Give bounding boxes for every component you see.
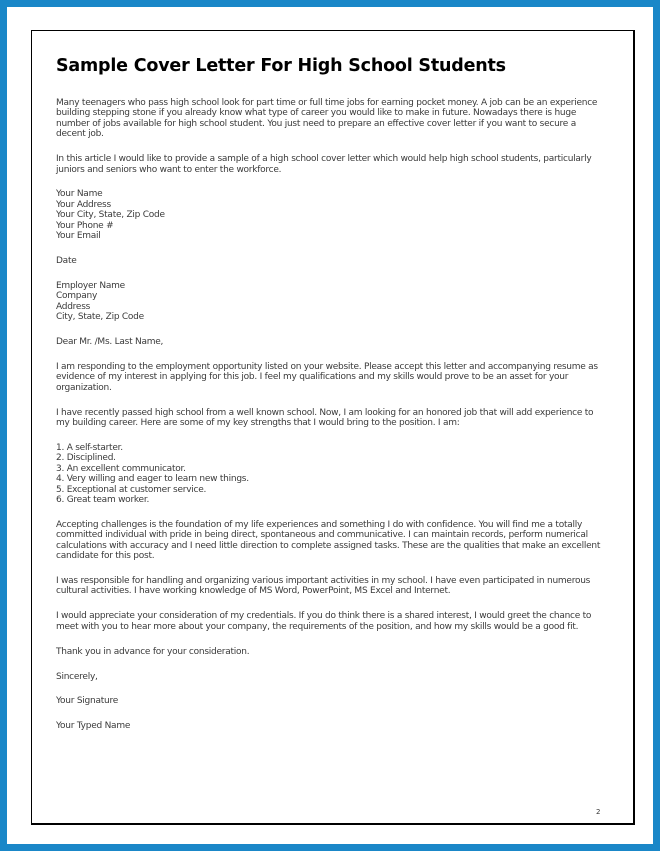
page-number: 2 <box>596 808 601 816</box>
signature-line: Your Signature <box>56 696 118 707</box>
sender-email: Your Email <box>56 231 101 242</box>
employer-address: Address <box>56 301 91 312</box>
employer-company: Company <box>56 291 98 302</box>
sender-block <box>56 189 606 241</box>
sender-address: Your Address <box>56 199 111 210</box>
intro-paragraph-2: In this article I would like to provide a sample of a high school cover letter which would help high school students, particularly juniors and seniors who want to enter the workforce. <box>56 154 592 175</box>
sender-city-state-zip: Your City, State, Zip Code <box>56 210 165 221</box>
thanks-line: Thank you in advance for your consideration. <box>56 646 250 657</box>
employer-city-state-zip: City, State, Zip Code <box>56 312 144 323</box>
body-paragraph-4: I was responsible for handling and organizing various important activities in my school. I have even participated in numerous cultural activities. I have working knowledge of MS Word, PowerPoint, MS Excel and Internet. <box>56 576 591 597</box>
list-item: 5. Exceptional at customer service. <box>56 484 207 495</box>
body-paragraph-2: I have recently passed high school from a well known school. Now, I am looking for an honored job that will add experience to my building career. Here are some of my key strengths that I would bring to the position. I am: <box>56 407 594 429</box>
sender-phone: Your Phone # <box>56 220 114 231</box>
sender-name: Your Name <box>56 189 103 200</box>
body-paragraph-1: I am responding to the employment opportunity listed on your website. Please accept this letter and accompanying resume as evidence of my interest in applying for this job. I feel my qualifications and my skills would prove to be an asset for your organization. <box>56 361 598 393</box>
document-page <box>7 7 653 844</box>
body-paragraph-3: Accepting challenges is the foundation of my life experiences and something I do with confidence. You will find me a totally committed individual with pride in being direct, spontaneous and communicative. I can maintain records, perform numerical calculations with accuracy and I need little direction to complete assigned tasks. These are the qualities that make an excellent candidate for this post. <box>56 519 601 562</box>
employer-block <box>56 281 606 323</box>
page-title: Sample Cover Letter For High School Students <box>56 56 506 76</box>
body-paragraph-5: I would appreciate your consideration of my credentials. If you do think there is a shared interest, I would greet the chance to meet with you to hear more about your company, the requirements of the position, and how my skills would be a good fit. <box>56 611 592 632</box>
list-item: 1. A self-starter. <box>56 442 123 453</box>
list-item: 3. An excellent communicator. <box>56 463 186 474</box>
letter-date: Date <box>56 255 77 266</box>
employer-name: Employer Name <box>56 280 125 291</box>
list-item: 4. Very willing and eager to learn new things. <box>56 474 249 485</box>
closing-line: Sincerely, <box>56 671 98 682</box>
letter-body <box>56 98 606 746</box>
strengths-list <box>56 443 606 505</box>
salutation: Dear Mr. /Ms. Last Name, <box>56 337 164 347</box>
typed-name-line: Your Typed Name <box>56 721 131 732</box>
intro-paragraph-1: Many teenagers who pass high school look for part time or full time jobs for earning pocket money. A job can be an experience building stepping stone if you already know what type of career you would like to make in future. Nowadays there is huge number of jobs available for high school student. You just need to prepare an effective cover letter if you want to secure a decent job. <box>56 98 598 140</box>
list-item: 2. Disciplined. <box>56 453 116 464</box>
list-item: 6. Great team worker. <box>56 494 150 505</box>
